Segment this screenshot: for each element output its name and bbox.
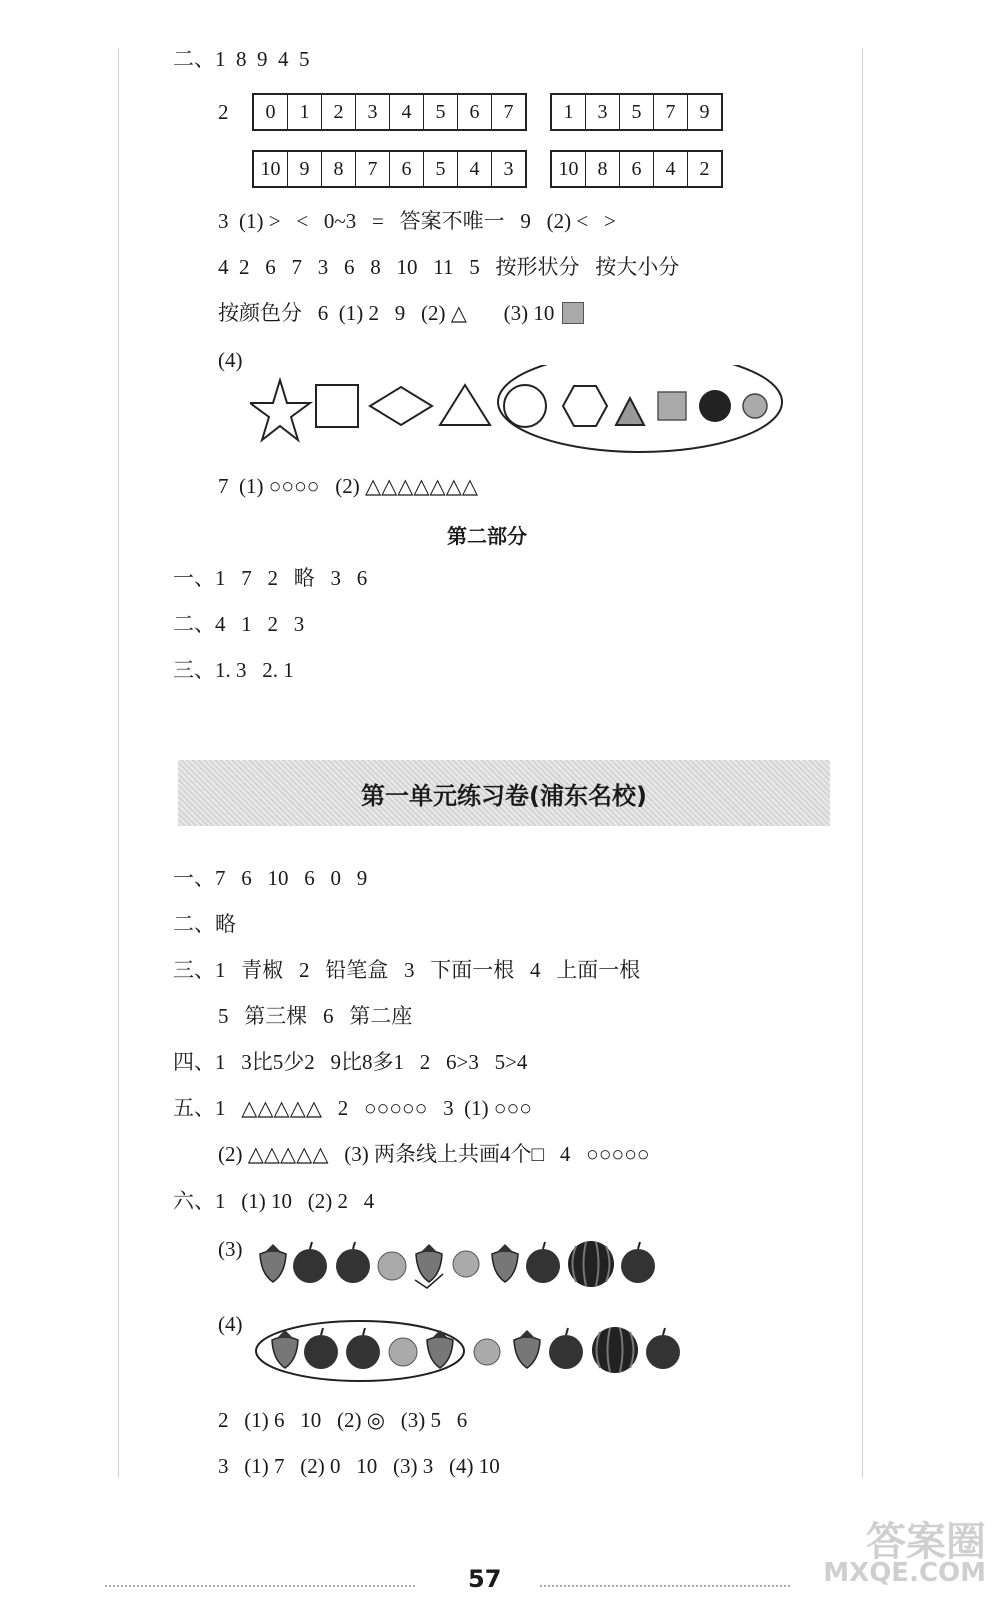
number-cell: 4 <box>458 152 492 186</box>
number-cell: 5 <box>424 95 458 129</box>
number-cell: 10 <box>552 152 586 186</box>
hexagon-icon <box>563 386 607 426</box>
star-icon <box>250 380 310 440</box>
number-cell: 7 <box>503 100 514 123</box>
orange-icon <box>474 1339 500 1365</box>
question-number: 2 <box>218 100 229 124</box>
apple-icon <box>526 1242 560 1283</box>
gray-square-icon <box>658 392 686 420</box>
number-cell: 2 <box>322 95 356 129</box>
answer-line: 二、4 1 2 3 <box>173 612 305 636</box>
answer-line: 3 (1) > < 0~3 = 答案不唯一 9 (2) < > <box>218 209 616 233</box>
apple-icon <box>549 1328 583 1369</box>
section-heading: 第二部分 <box>447 524 527 548</box>
right-margin-line <box>862 48 863 1478</box>
section-banner <box>178 760 830 826</box>
apple-icon <box>646 1328 680 1369</box>
number-cell: 6 <box>390 152 424 186</box>
strawberry-icon <box>416 1244 442 1282</box>
watermelon-icon <box>568 1241 614 1287</box>
number-box-row <box>550 150 723 188</box>
answer-line: (3) <box>218 1237 243 1261</box>
grouping-ellipse <box>498 365 782 452</box>
answer-line: (4) <box>218 1312 243 1336</box>
answer-line: 六、1 (1) 10 (2) 2 4 <box>173 1189 375 1213</box>
footer-dotted-line <box>540 1585 790 1587</box>
strawberry-icon <box>272 1330 298 1368</box>
number-cell: 5 <box>620 95 654 129</box>
apple-icon <box>346 1328 380 1369</box>
watermark-logo: 答案圈 <box>866 1519 986 1565</box>
answer-line: 4 2 6 7 3 6 8 10 11 5 按形状分 按大小分 <box>218 255 680 279</box>
answer-line: 二、1 8 9 4 5 <box>173 47 310 71</box>
number-cell: 8 <box>586 152 620 186</box>
number-cell: 4 <box>390 95 424 129</box>
triangle-icon <box>440 385 490 425</box>
black-circle-icon <box>699 390 731 422</box>
answer-line: 三、1 青椒 2 铅笔盒 3 下面一根 4 上面一根 <box>173 958 641 982</box>
answer-line: (2) △△△△△ (3) 两条线上共画4个□ 4 ○○○○○ <box>218 1142 650 1166</box>
answer-line: 五、1 △△△△△ 2 ○○○○○ 3 (1) ○○○ <box>173 1096 532 1120</box>
number-cell: 1 <box>552 95 586 129</box>
answer-line: 一、7 6 10 6 0 9 <box>173 866 368 890</box>
strawberry-icon <box>514 1330 540 1368</box>
watermelon-icon <box>592 1327 638 1373</box>
shapes-figure <box>250 365 790 465</box>
watermark-url: MXQE.COM <box>823 1558 986 1588</box>
number-cell: 5 <box>424 152 458 186</box>
number-box-row <box>252 150 527 188</box>
number-cell: 3 <box>586 95 620 129</box>
answer-line: 一、1 7 2 略 3 6 <box>173 566 368 590</box>
diamond-icon <box>370 387 432 425</box>
number-cell: 0 <box>254 95 288 129</box>
answer-line: 按颜色分 6 (1) 2 9 (2) △ (3) 10 <box>218 301 555 325</box>
page-number: 57 <box>468 1565 502 1593</box>
circle-icon <box>504 385 546 427</box>
number-cell: 6 <box>458 95 492 129</box>
answer-line: 7 (1) ○○○○ (2) △△△△△△△ <box>218 474 479 498</box>
strawberry-icon <box>260 1244 286 1282</box>
gray-circle-icon <box>743 394 767 418</box>
apple-icon <box>336 1242 370 1283</box>
answer-line: 3 (1) 7 (2) 0 10 (3) 3 (4) 10 <box>218 1454 500 1478</box>
number-cell: 2 <box>699 157 710 180</box>
footer-dotted-line <box>105 1585 415 1587</box>
number-cell: 9 <box>699 100 710 123</box>
answer-line: 三、1. 3 2. 1 <box>173 658 294 682</box>
orange-icon <box>378 1252 406 1280</box>
left-margin-line <box>118 48 119 1478</box>
gray-square-icon <box>562 302 584 324</box>
apple-icon <box>621 1242 655 1283</box>
apple-icon <box>304 1328 338 1369</box>
number-box-row <box>252 93 527 131</box>
number-cell: 9 <box>288 152 322 186</box>
orange-icon <box>453 1251 479 1277</box>
answer-line: 5 第三棵 6 第二座 <box>218 1004 413 1028</box>
number-cell: 6 <box>620 152 654 186</box>
orange-icon <box>389 1338 417 1366</box>
number-cell: 8 <box>322 152 356 186</box>
apple-icon <box>293 1242 327 1283</box>
gray-triangle-icon <box>616 398 644 425</box>
answer-line: 2 (1) 6 10 (2) ◎ (3) 5 6 <box>218 1408 468 1432</box>
strawberry-icon <box>492 1244 518 1282</box>
answer-line: 四、1 3比5少2 9比8多1 2 6>3 5>4 <box>173 1050 528 1074</box>
number-cell: 4 <box>654 152 688 186</box>
number-cell: 10 <box>254 152 288 186</box>
fruit-row-figure <box>255 1238 675 1290</box>
number-cell: 7 <box>654 95 688 129</box>
fruit-row-figure <box>255 1318 695 1388</box>
banner-title: 第一单元练习卷(浦东名校) <box>361 781 647 810</box>
number-box-row <box>550 93 723 131</box>
number-cell: 1 <box>288 95 322 129</box>
square-icon <box>316 385 358 427</box>
number-cell: 3 <box>356 95 390 129</box>
number-cell: 7 <box>356 152 390 186</box>
number-cell: 3 <box>503 157 514 180</box>
answer-line: 二、略 <box>173 912 236 936</box>
answer-line: (4) <box>218 348 243 372</box>
